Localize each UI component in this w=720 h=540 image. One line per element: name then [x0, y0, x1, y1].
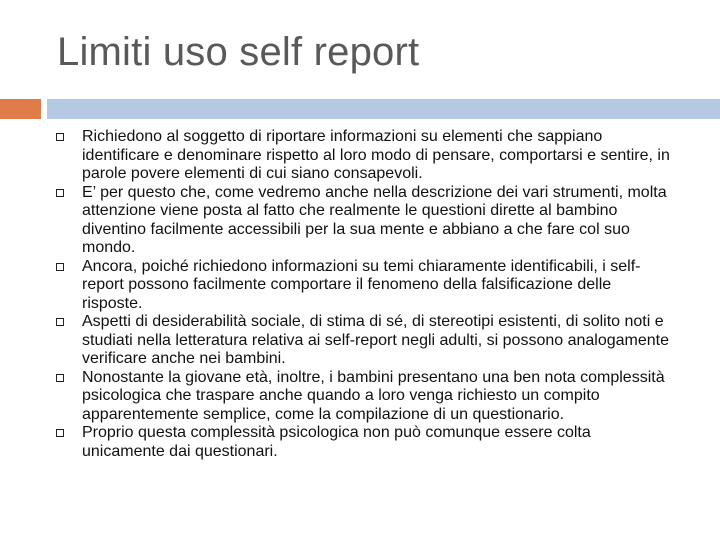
- hollow-square-icon: [56, 318, 64, 326]
- bullet-text: E’ per questo che, come vedremo anche nella descrizione dei vari strumenti, molta attenzione viene posta al fatto che realmente le questioni dirette al bambino diventino facilmente accessibili per la sua mente e abbiano a che fare col suo mondo.: [82, 183, 667, 256]
- hollow-square-icon: [56, 133, 64, 141]
- bullet-list: [54, 128, 674, 461]
- title-accent-bar: [0, 99, 41, 119]
- bullet-text: Ancora, poiché richiedono informazioni su temi chiaramente identificabili, i self-report possono facilmente comportare il fenomeno della falsificazione delle risposte.: [82, 257, 641, 312]
- hollow-square-icon: [56, 429, 64, 437]
- list-item: [54, 128, 674, 184]
- hollow-square-icon: [56, 374, 64, 382]
- list-item: [54, 184, 674, 258]
- title-rule-bar: [47, 99, 720, 119]
- bullet-text: Proprio questa complessità psicologica non può comunque essere colta unicamente dai questionari.: [82, 424, 591, 460]
- bullet-text: Nonostante la giovane età, inoltre, i bambini presentano una ben nota complessità psicologica che traspare anche quando a loro venga richiesto un compito apparentemente semplice, come la compilazione di un questionario.: [82, 368, 665, 423]
- list-item: [54, 369, 674, 425]
- bullet-text: Richiedono al soggetto di riportare informazioni su elementi che sappiano identificare e denominare rispetto al loro modo di pensare, comportarsi e sentire, in parole povere elementi di cui siano consapevoli.: [82, 128, 670, 182]
- slide-title: Limiti uso self report: [57, 30, 420, 74]
- hollow-square-icon: [56, 263, 64, 271]
- bullet-text: Aspetti di desiderabilità sociale, di stima di sé, di stereotipi esistenti, di solito noti e studiati nella letteratura relativa ai self-report negli adulti, si possono analogamente verificare anche nei bambini.: [82, 313, 670, 367]
- list-item: [54, 313, 674, 369]
- list-item: [54, 258, 674, 314]
- list-item: [54, 424, 674, 461]
- hollow-square-icon: [56, 189, 64, 197]
